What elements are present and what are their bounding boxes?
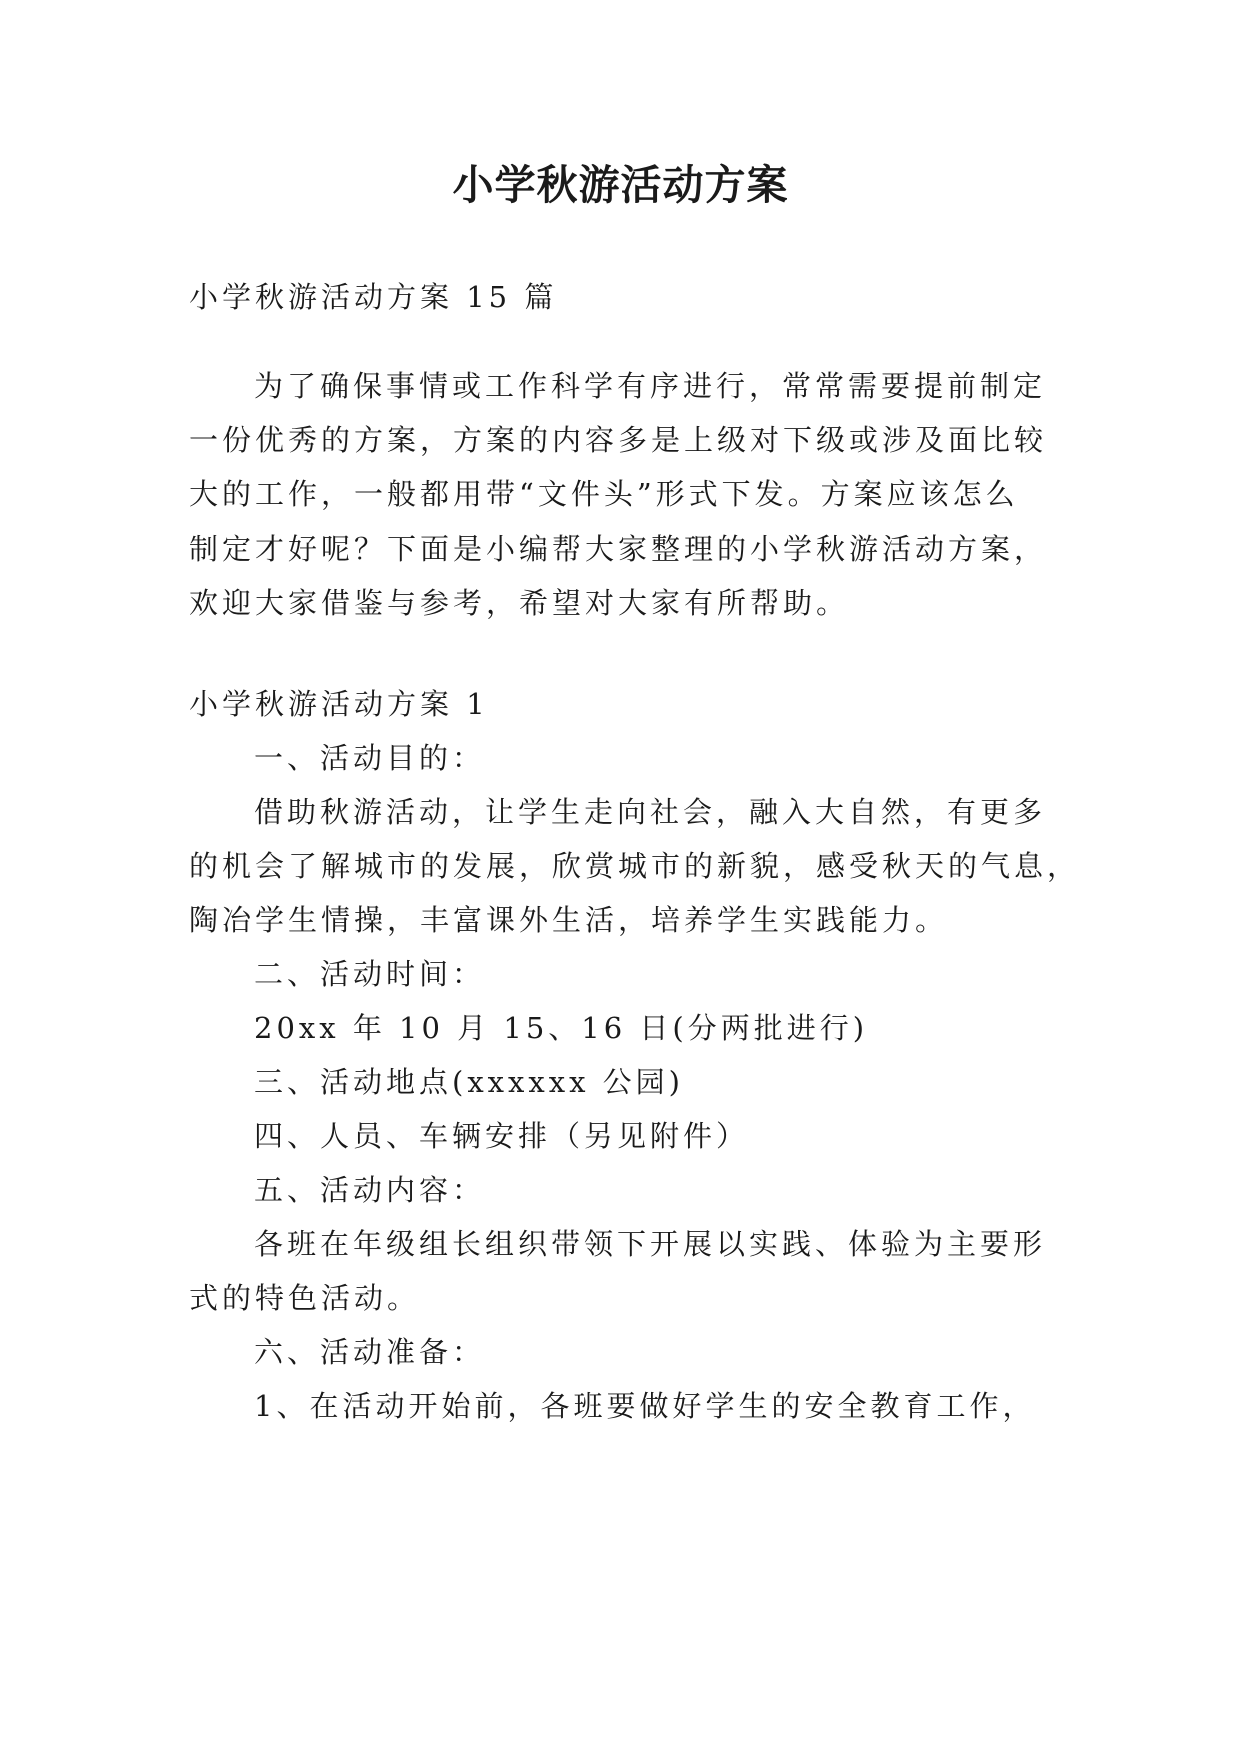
- intro-line: 制定才好呢？下面是小编帮大家整理的小学秋游活动方案，: [189, 532, 1048, 566]
- body-line: 20xx 年 10 月 15、16 日(分两批进行): [254, 1011, 869, 1045]
- body-line: 五、活动内容：: [254, 1173, 486, 1207]
- section-heading: 小学秋游活动方案 1: [189, 687, 489, 721]
- body-line: 1、在活动开始前，各班要做好学生的安全教育工作，: [254, 1389, 1036, 1423]
- body-line: 陶冶学生情操，丰富课外生活，培养学生实践能力。: [189, 903, 949, 937]
- body-line: 各班在年级组长组织带领下开展以实践、体验为主要形: [254, 1227, 1047, 1261]
- body-line: 二、活动时间：: [254, 957, 486, 991]
- body-line: 三、活动地点(xxxxxx 公园): [254, 1065, 684, 1099]
- body-line: 的机会了解城市的发展，欣赏城市的新貌，感受秋天的气息，: [189, 849, 1081, 883]
- document-subtitle: 小学秋游活动方案 15 篇: [189, 280, 558, 314]
- intro-line: 欢迎大家借鉴与参考，希望对大家有所帮助。: [189, 586, 850, 620]
- intro-line: 为了确保事情或工作科学有序进行，常常需要提前制定: [254, 369, 1047, 403]
- intro-line: 一份优秀的方案，方案的内容多是上级对下级或涉及面比较: [189, 423, 1048, 457]
- body-line: 式的特色活动。: [189, 1281, 421, 1315]
- body-line: 四、人员、车辆安排（另见附件）: [254, 1119, 750, 1153]
- body-line: 一、活动目的：: [254, 741, 486, 775]
- document-title: 小学秋游活动方案: [452, 161, 789, 209]
- intro-line: 大的工作，一般都用带“文件头”形式下发。方案应该怎么: [189, 477, 1019, 511]
- body-line: 六、活动准备：: [254, 1335, 486, 1369]
- body-line: 借助秋游活动，让学生走向社会，融入大自然，有更多: [254, 795, 1047, 829]
